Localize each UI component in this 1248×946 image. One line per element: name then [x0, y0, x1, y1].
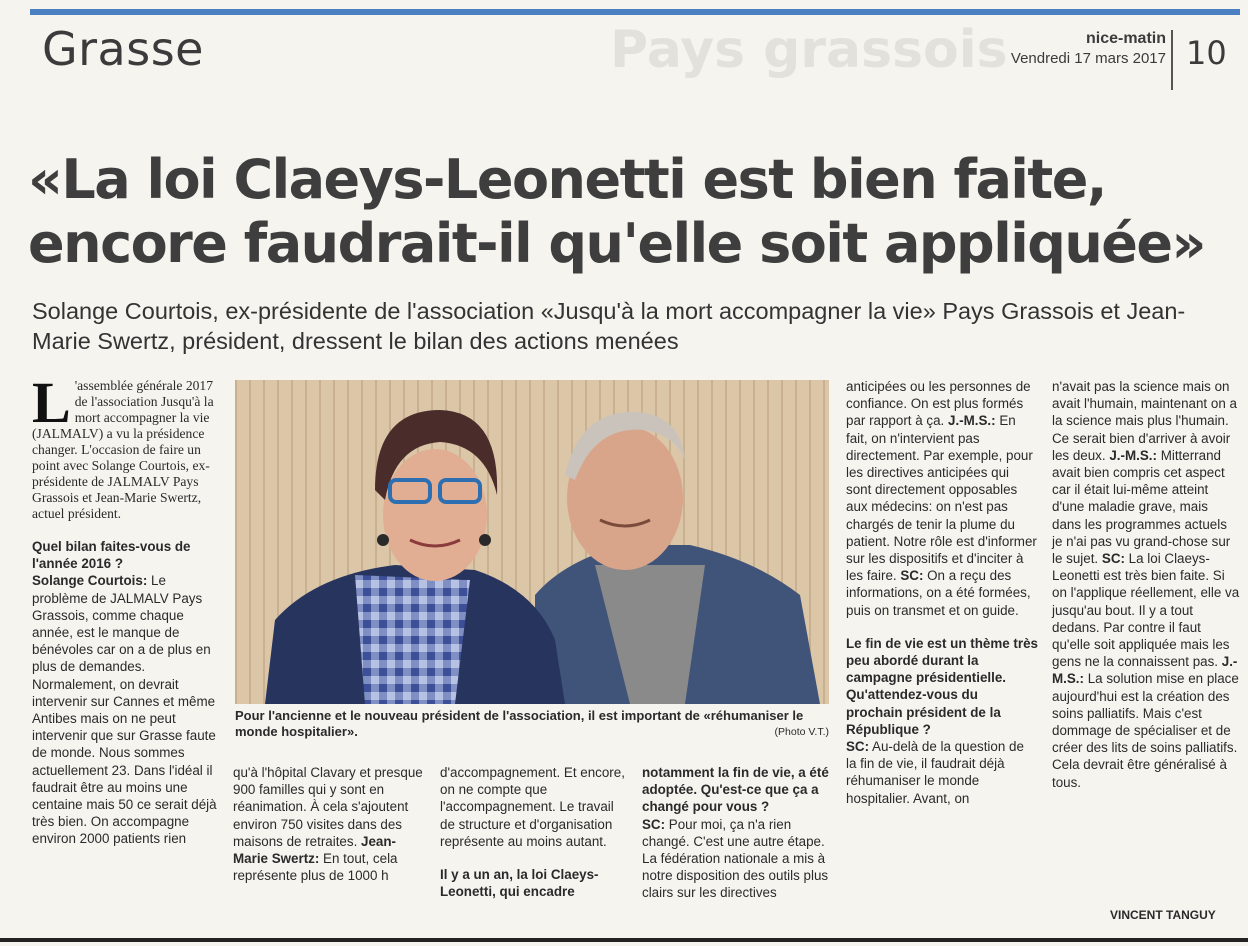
- page-number: 10: [1186, 34, 1227, 72]
- section-title: Grasse: [42, 22, 204, 76]
- speaker-label: SC:: [900, 568, 924, 584]
- answer-text: En tout, cela représente plus de 1000 h: [233, 851, 398, 884]
- speaker-label: Solange Courtois:: [32, 573, 148, 589]
- issue-date: Vendredi 17 mars 2017: [1010, 50, 1166, 67]
- answer-text: Le problème de JALMALV Pays Grassois, comme chaque année, est le manque de bénévoles car on a de plus en plus de demandes. Normalement, on devrait intervenir sur Cannes et même Antibes mais on ne peut intervenir que sur Grasse faute de monde. Nous sommes actuellement 23. Dans l'idéal il faudrait être au moins une centaine mais 50 ce serait déjà très bien. On accompagne environ 2000 patients rien: [32, 573, 217, 847]
- speaker-label: Jean-Marie Swertz:: [233, 833, 397, 867]
- answer-text: La solution mise en place aujourd'hui est la création des soins palliatifs. Mais c'est dommage de spécialiser et de créer des lits de soins palliatifs. Cela devrait être généralisé à tous.: [1052, 671, 1239, 790]
- speaker-label: SC:: [642, 816, 666, 832]
- column-6: [1052, 378, 1240, 791]
- bottom-rule: [0, 938, 1248, 942]
- byline: VINCENT TANGUY: [1110, 908, 1216, 922]
- speaker-label: J.-M.S.:: [1109, 447, 1157, 463]
- portrait-image: [235, 380, 829, 704]
- masthead-divider: [1171, 30, 1173, 90]
- show-through-text: Pays grassois: [610, 20, 1008, 80]
- headline-line-2: encore faudrait-il qu'elle soit appliquée»: [28, 212, 1205, 275]
- article-photo: [235, 380, 829, 704]
- question-2-part-1: Il y a un an, la loi Claeys-Leonetti, qui encadre: [440, 867, 599, 900]
- column-4: [642, 764, 830, 902]
- drop-cap: L: [32, 370, 71, 435]
- answer-text: n'avait pas la science mais on avait l'humain, maintenant on a la science mais plus l'humain. Ce serait bien d'arriver à avoir les deux.: [1052, 379, 1237, 463]
- masthead: [980, 30, 1166, 67]
- answer-text: Mitterrand avait bien compris cet aspect car il était lui-même atteint d'une maladie grave, mais dans les programmes actuels je n'ai pas vu grand-chose sur le sujet.: [1052, 447, 1231, 567]
- photo-credit: (Photo V.T.): [774, 726, 829, 738]
- headline-line-1: «La loi Claeys-Leonetti est bien faite,: [28, 148, 1106, 211]
- question-1: Quel bilan faites-vous de l'année 2016 ?: [32, 539, 191, 572]
- answer-text: On a reçu des informations, on a été formées, puis on transmet et on guide.: [846, 568, 1031, 618]
- speaker-label: SC:: [1101, 551, 1125, 567]
- question-3: Le fin de vie est un thème très peu abordé durant la campagne présidentielle. Qu'attendez-vous du prochain président de la République ?: [846, 635, 1038, 737]
- question-2-part-2: notamment la fin de vie, a été adoptée. Qu'est-ce que ça a changé pour vous ?: [642, 765, 829, 815]
- column-3: [440, 764, 626, 900]
- column-2-text: qu'à l'hôpital Clavary et presque 900 familles qui y sont en réanimation. À cela s'ajoutent environ 750 visites dans des maisons de retraites.: [233, 765, 423, 849]
- column-2: [233, 764, 423, 884]
- subtitle: Solange Courtois, ex-présidente de l'association «Jusqu'à la mort accompagner la vie» Pays Grassois et Jean-Marie Swertz, président, dressent le bilan des actions menées: [32, 298, 1186, 354]
- answer-text: Pour moi, ça n'a rien changé. C'est une autre étape. La fédération nationale a mis à notre disposition des outils plus clairs sur les directives: [642, 816, 829, 901]
- answer-text: anticipées ou les personnes de confiance. On est plus formés par rapport à ça.: [846, 379, 1031, 429]
- speaker-label: J.-M.S.:: [948, 413, 996, 429]
- column-3-text: d'accompagnement. Et encore, on ne compte que l'accompagnement. Le travail de structure et d'organisation représente au moins autant.: [440, 765, 625, 849]
- answer-text: Au-delà de la question de la fin de vie, il faudrait déjà réhumaniser le monde hospitalier. Avant, on: [846, 739, 1024, 806]
- headline: [28, 148, 1238, 276]
- intro-text: 'assemblée générale 2017 de l'association Jusqu'à la mort accompagner la vie (JALMALV) a vu la présidence changer. L'occasion de faire un point avec Solange Courtois, ex-présidente de JALMALV Pays Grassois et Jean-Marie Swertz, actuel président.: [32, 378, 214, 521]
- intro-paragraph: [32, 370, 218, 522]
- column-5: [846, 378, 1038, 807]
- photo-caption: [235, 708, 829, 740]
- answer-text: La loi Claeys-Leonetti est très bien faite. Si on l'applique réellement, elle va jusqu'au bout. Il y a tout dedans. Par contre il faut qu'elle soit appliquée mais les gens ne la connaissent pas.: [1052, 551, 1240, 670]
- top-color-bar: [30, 9, 1240, 15]
- speaker-label: SC:: [846, 739, 870, 755]
- caption-text: Pour l'ancienne et le nouveau président de l'association, il est important de «réhumaniser le monde hospitalier».: [235, 708, 804, 739]
- answer-text: En fait, on n'intervient pas directement. Par exemple, pour les directives anticipées qui sont directement opposables aux médecins: on n'est pas chargés de tenir la plume du patient. Notre rôle est d'informer sur les dispositifs et d'inciter à les faire.: [846, 413, 1037, 584]
- column-1: [32, 370, 218, 848]
- speaker-label: J.-M.S.:: [1052, 654, 1238, 687]
- newspaper-name: nice-matin: [1085, 30, 1166, 47]
